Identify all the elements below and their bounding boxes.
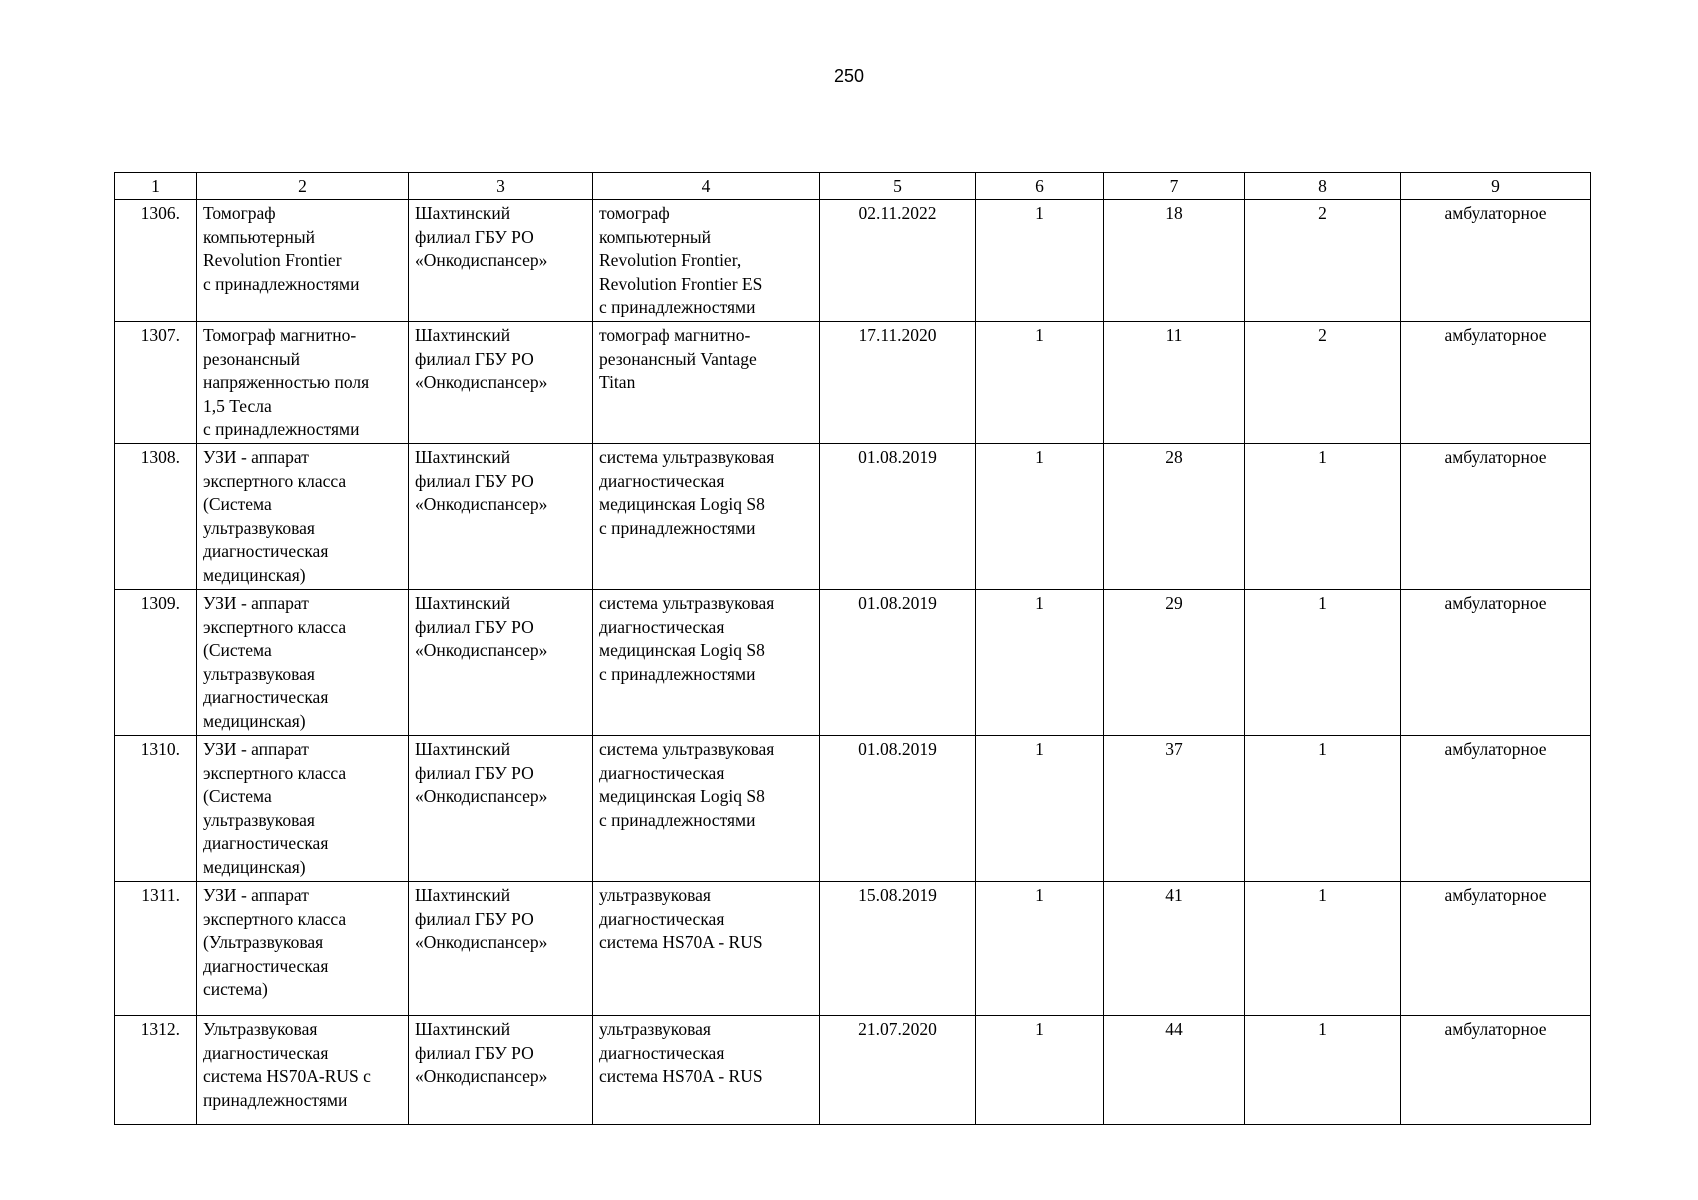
column-header: 2 bbox=[197, 173, 409, 200]
row-number: 1307. bbox=[115, 322, 197, 444]
equipment-name bbox=[197, 736, 409, 882]
equipment-name-line: (Система bbox=[203, 640, 272, 660]
install-date: 01.08.2019 bbox=[820, 736, 976, 882]
organization bbox=[409, 444, 593, 590]
equipment-name-line: компьютерный bbox=[203, 226, 315, 247]
equipment-model bbox=[593, 882, 820, 1016]
equipment-name-line: диагностическая bbox=[203, 833, 329, 853]
organization-line: «Онкодиспансер» bbox=[415, 1066, 548, 1086]
table-body bbox=[115, 200, 1591, 1125]
organization-line: филиал ГБУ РО bbox=[415, 226, 534, 247]
col7-value: 11 bbox=[1104, 322, 1245, 444]
equipment-name-line: ультразвуковая bbox=[203, 809, 315, 830]
equipment-model-line: диагностическая bbox=[599, 762, 725, 783]
organization-line: «Онкодиспансер» bbox=[415, 372, 548, 392]
table-row bbox=[115, 200, 1591, 322]
equipment-name-line: диагностическая bbox=[203, 541, 329, 561]
equipment-name-line: диагностическая bbox=[203, 955, 329, 976]
table-row bbox=[115, 1016, 1591, 1125]
equipment-name-line: экспертного класса bbox=[203, 908, 347, 929]
equipment-name-line: УЗИ - аппарат bbox=[203, 593, 309, 613]
equipment-name-line: УЗИ - аппарат bbox=[203, 739, 309, 759]
equipment-model-line: медицинская Logiq S8 bbox=[599, 640, 765, 660]
column-header: 9 bbox=[1401, 173, 1591, 200]
col8-value: 1 bbox=[1245, 590, 1401, 736]
col7-value: 28 bbox=[1104, 444, 1245, 590]
equipment-name-line: Revolution Frontier bbox=[203, 250, 342, 270]
col8-value: 1 bbox=[1245, 1016, 1401, 1125]
col8-value: 1 bbox=[1245, 882, 1401, 1016]
equipment-model-line: томограф магнитно- bbox=[599, 325, 751, 345]
equipment-name bbox=[197, 1016, 409, 1125]
organization-line: филиал ГБУ РО bbox=[415, 1042, 534, 1063]
equipment-model-line: с принадлежностями bbox=[599, 809, 756, 830]
organization-line: филиал ГБУ РО bbox=[415, 616, 534, 637]
equipment-model-line: томограф bbox=[599, 203, 670, 223]
care-type: амбулаторное bbox=[1401, 736, 1591, 882]
column-header: 6 bbox=[976, 173, 1104, 200]
equipment-model-line: медицинская Logiq S8 bbox=[599, 494, 765, 514]
organization-line: филиал ГБУ РО bbox=[415, 348, 534, 369]
equipment-model-line: Titan bbox=[599, 372, 636, 392]
care-type: амбулаторное bbox=[1401, 882, 1591, 1016]
equipment-name bbox=[197, 882, 409, 1016]
row-number: 1309. bbox=[115, 590, 197, 736]
care-type: амбулаторное bbox=[1401, 444, 1591, 590]
organization-line: Шахтинский bbox=[415, 447, 511, 467]
equipment-model-line: Revolution Frontier, bbox=[599, 250, 742, 270]
row-number: 1311. bbox=[115, 882, 197, 1016]
equipment-name-line: экспертного класса bbox=[203, 470, 347, 491]
organization bbox=[409, 736, 593, 882]
table-row bbox=[115, 322, 1591, 444]
organization bbox=[409, 882, 593, 1016]
equipment-model bbox=[593, 322, 820, 444]
equipment-model-line: ультразвуковая bbox=[599, 1019, 711, 1039]
col7-value: 41 bbox=[1104, 882, 1245, 1016]
organization-line: Шахтинский bbox=[415, 1019, 511, 1039]
equipment-model-line: компьютерный bbox=[599, 226, 711, 247]
col6-value: 1 bbox=[976, 1016, 1104, 1125]
equipment-name-line: (Система bbox=[203, 786, 272, 806]
organization-line: Шахтинский bbox=[415, 739, 511, 759]
col8-value: 1 bbox=[1245, 444, 1401, 590]
organization-line: филиал ГБУ РО bbox=[415, 908, 534, 929]
install-date: 21.07.2020 bbox=[820, 1016, 976, 1125]
equipment-model bbox=[593, 200, 820, 322]
organization-line: Шахтинский bbox=[415, 593, 511, 613]
equipment-name-line: Томограф bbox=[203, 203, 276, 223]
equipment-name-line: УЗИ - аппарат bbox=[203, 447, 309, 467]
install-date: 01.08.2019 bbox=[820, 590, 976, 736]
organization-line: Шахтинский bbox=[415, 325, 511, 345]
equipment-model-line: диагностическая bbox=[599, 470, 725, 491]
col8-value: 2 bbox=[1245, 200, 1401, 322]
table-row bbox=[115, 444, 1591, 590]
equipment-model bbox=[593, 444, 820, 590]
col7-value: 37 bbox=[1104, 736, 1245, 882]
col6-value: 1 bbox=[976, 736, 1104, 882]
table-row bbox=[115, 882, 1591, 1016]
equipment-name-line: ультразвуковая bbox=[203, 517, 315, 538]
equipment-table bbox=[114, 172, 1591, 1125]
col7-value: 29 bbox=[1104, 590, 1245, 736]
col6-value: 1 bbox=[976, 444, 1104, 590]
column-header: 3 bbox=[409, 173, 593, 200]
equipment-name-line: резонансный bbox=[203, 348, 301, 369]
organization-line: Шахтинский bbox=[415, 203, 511, 223]
column-header: 4 bbox=[593, 173, 820, 200]
equipment-name-line: диагностическая bbox=[203, 687, 329, 707]
column-header: 5 bbox=[820, 173, 976, 200]
care-type: амбулаторное bbox=[1401, 322, 1591, 444]
equipment-name-line: медицинская) bbox=[203, 710, 306, 731]
row-number: 1312. bbox=[115, 1016, 197, 1125]
col8-value: 2 bbox=[1245, 322, 1401, 444]
equipment-model bbox=[593, 1016, 820, 1125]
equipment-name bbox=[197, 590, 409, 736]
equipment-model-line: с принадлежностями bbox=[599, 297, 756, 317]
column-header: 7 bbox=[1104, 173, 1245, 200]
equipment-name-line: (Ультразвуковая bbox=[203, 932, 324, 952]
equipment-model-line: диагностическая bbox=[599, 1042, 725, 1063]
col6-value: 1 bbox=[976, 590, 1104, 736]
install-date: 15.08.2019 bbox=[820, 882, 976, 1016]
care-type: амбулаторное bbox=[1401, 200, 1591, 322]
col7-value: 18 bbox=[1104, 200, 1245, 322]
equipment-model-line: резонансный Vantage bbox=[599, 348, 757, 369]
equipment-name-line: система) bbox=[203, 979, 268, 999]
equipment-model-line: диагностическая bbox=[599, 908, 725, 929]
table-row bbox=[115, 590, 1591, 736]
equipment-name-line: Ультразвуковая bbox=[203, 1019, 318, 1039]
col6-value: 1 bbox=[976, 322, 1104, 444]
organization bbox=[409, 322, 593, 444]
row-number: 1306. bbox=[115, 200, 197, 322]
organization bbox=[409, 590, 593, 736]
equipment-model bbox=[593, 736, 820, 882]
column-header: 8 bbox=[1245, 173, 1401, 200]
equipment-name-line: (Система bbox=[203, 494, 272, 514]
equipment-model-line: диагностическая bbox=[599, 616, 725, 637]
install-date: 01.08.2019 bbox=[820, 444, 976, 590]
row-number: 1308. bbox=[115, 444, 197, 590]
col6-value: 1 bbox=[976, 200, 1104, 322]
equipment-name-line: медицинская) bbox=[203, 856, 306, 877]
organization bbox=[409, 200, 593, 322]
equipment-model-line: Revolution Frontier ES bbox=[599, 273, 763, 294]
equipment-model-line: с принадлежностями bbox=[599, 517, 756, 538]
column-header: 1 bbox=[115, 173, 197, 200]
equipment-name-line: 1,5 Тесла bbox=[203, 395, 272, 416]
equipment-model-line: медицинская Logiq S8 bbox=[599, 786, 765, 806]
equipment-name-line: система HS70A-RUS с bbox=[203, 1066, 371, 1086]
equipment-name-line: УЗИ - аппарат bbox=[203, 885, 309, 905]
organization-line: «Онкодиспансер» bbox=[415, 494, 548, 514]
install-date: 17.11.2020 bbox=[820, 322, 976, 444]
equipment-model-line: система ультразвуковая bbox=[599, 447, 775, 467]
equipment-name-line: Томограф магнитно- bbox=[203, 325, 357, 345]
col8-value: 1 bbox=[1245, 736, 1401, 882]
equipment-name-line: экспертного класса bbox=[203, 616, 347, 637]
page-number: 250 bbox=[833, 66, 865, 86]
col7-value: 44 bbox=[1104, 1016, 1245, 1125]
row-number: 1310. bbox=[115, 736, 197, 882]
equipment-model-line: система HS70A - RUS bbox=[599, 932, 763, 952]
equipment-model-line: ультразвуковая bbox=[599, 885, 711, 905]
equipment-name-line: ультразвуковая bbox=[203, 663, 315, 684]
equipment-model-line: система HS70A - RUS bbox=[599, 1066, 763, 1086]
organization-line: филиал ГБУ РО bbox=[415, 762, 534, 783]
equipment-name bbox=[197, 444, 409, 590]
organization-line: филиал ГБУ РО bbox=[415, 470, 534, 491]
organization-line: «Онкодиспансер» bbox=[415, 786, 548, 806]
care-type: амбулаторное bbox=[1401, 590, 1591, 736]
header-row bbox=[115, 173, 1591, 200]
care-type: амбулаторное bbox=[1401, 1016, 1591, 1125]
equipment-name-line: экспертного класса bbox=[203, 762, 347, 783]
equipment-name-line: напряженностью поля bbox=[203, 372, 370, 392]
equipment-name bbox=[197, 322, 409, 444]
organization-line: «Онкодиспансер» bbox=[415, 932, 548, 952]
organization-line: «Онкодиспансер» bbox=[415, 640, 548, 660]
organization-line: Шахтинский bbox=[415, 885, 511, 905]
equipment-model bbox=[593, 590, 820, 736]
equipment-name-line: с принадлежностями bbox=[203, 273, 360, 294]
organization-line: «Онкодиспансер» bbox=[415, 250, 548, 270]
equipment-name-line: принадлежностями bbox=[203, 1089, 348, 1110]
organization bbox=[409, 1016, 593, 1125]
equipment-model-line: система ультразвуковая bbox=[599, 739, 775, 759]
equipment-model-line: с принадлежностями bbox=[599, 663, 756, 684]
equipment-name-line: медицинская) bbox=[203, 564, 306, 585]
col6-value: 1 bbox=[976, 882, 1104, 1016]
table-row bbox=[115, 736, 1591, 882]
equipment-name-line: диагностическая bbox=[203, 1042, 329, 1063]
install-date: 02.11.2022 bbox=[820, 200, 976, 322]
equipment-name bbox=[197, 200, 409, 322]
equipment-model-line: система ультразвуковая bbox=[599, 593, 775, 613]
equipment-name-line: с принадлежностями bbox=[203, 419, 360, 439]
